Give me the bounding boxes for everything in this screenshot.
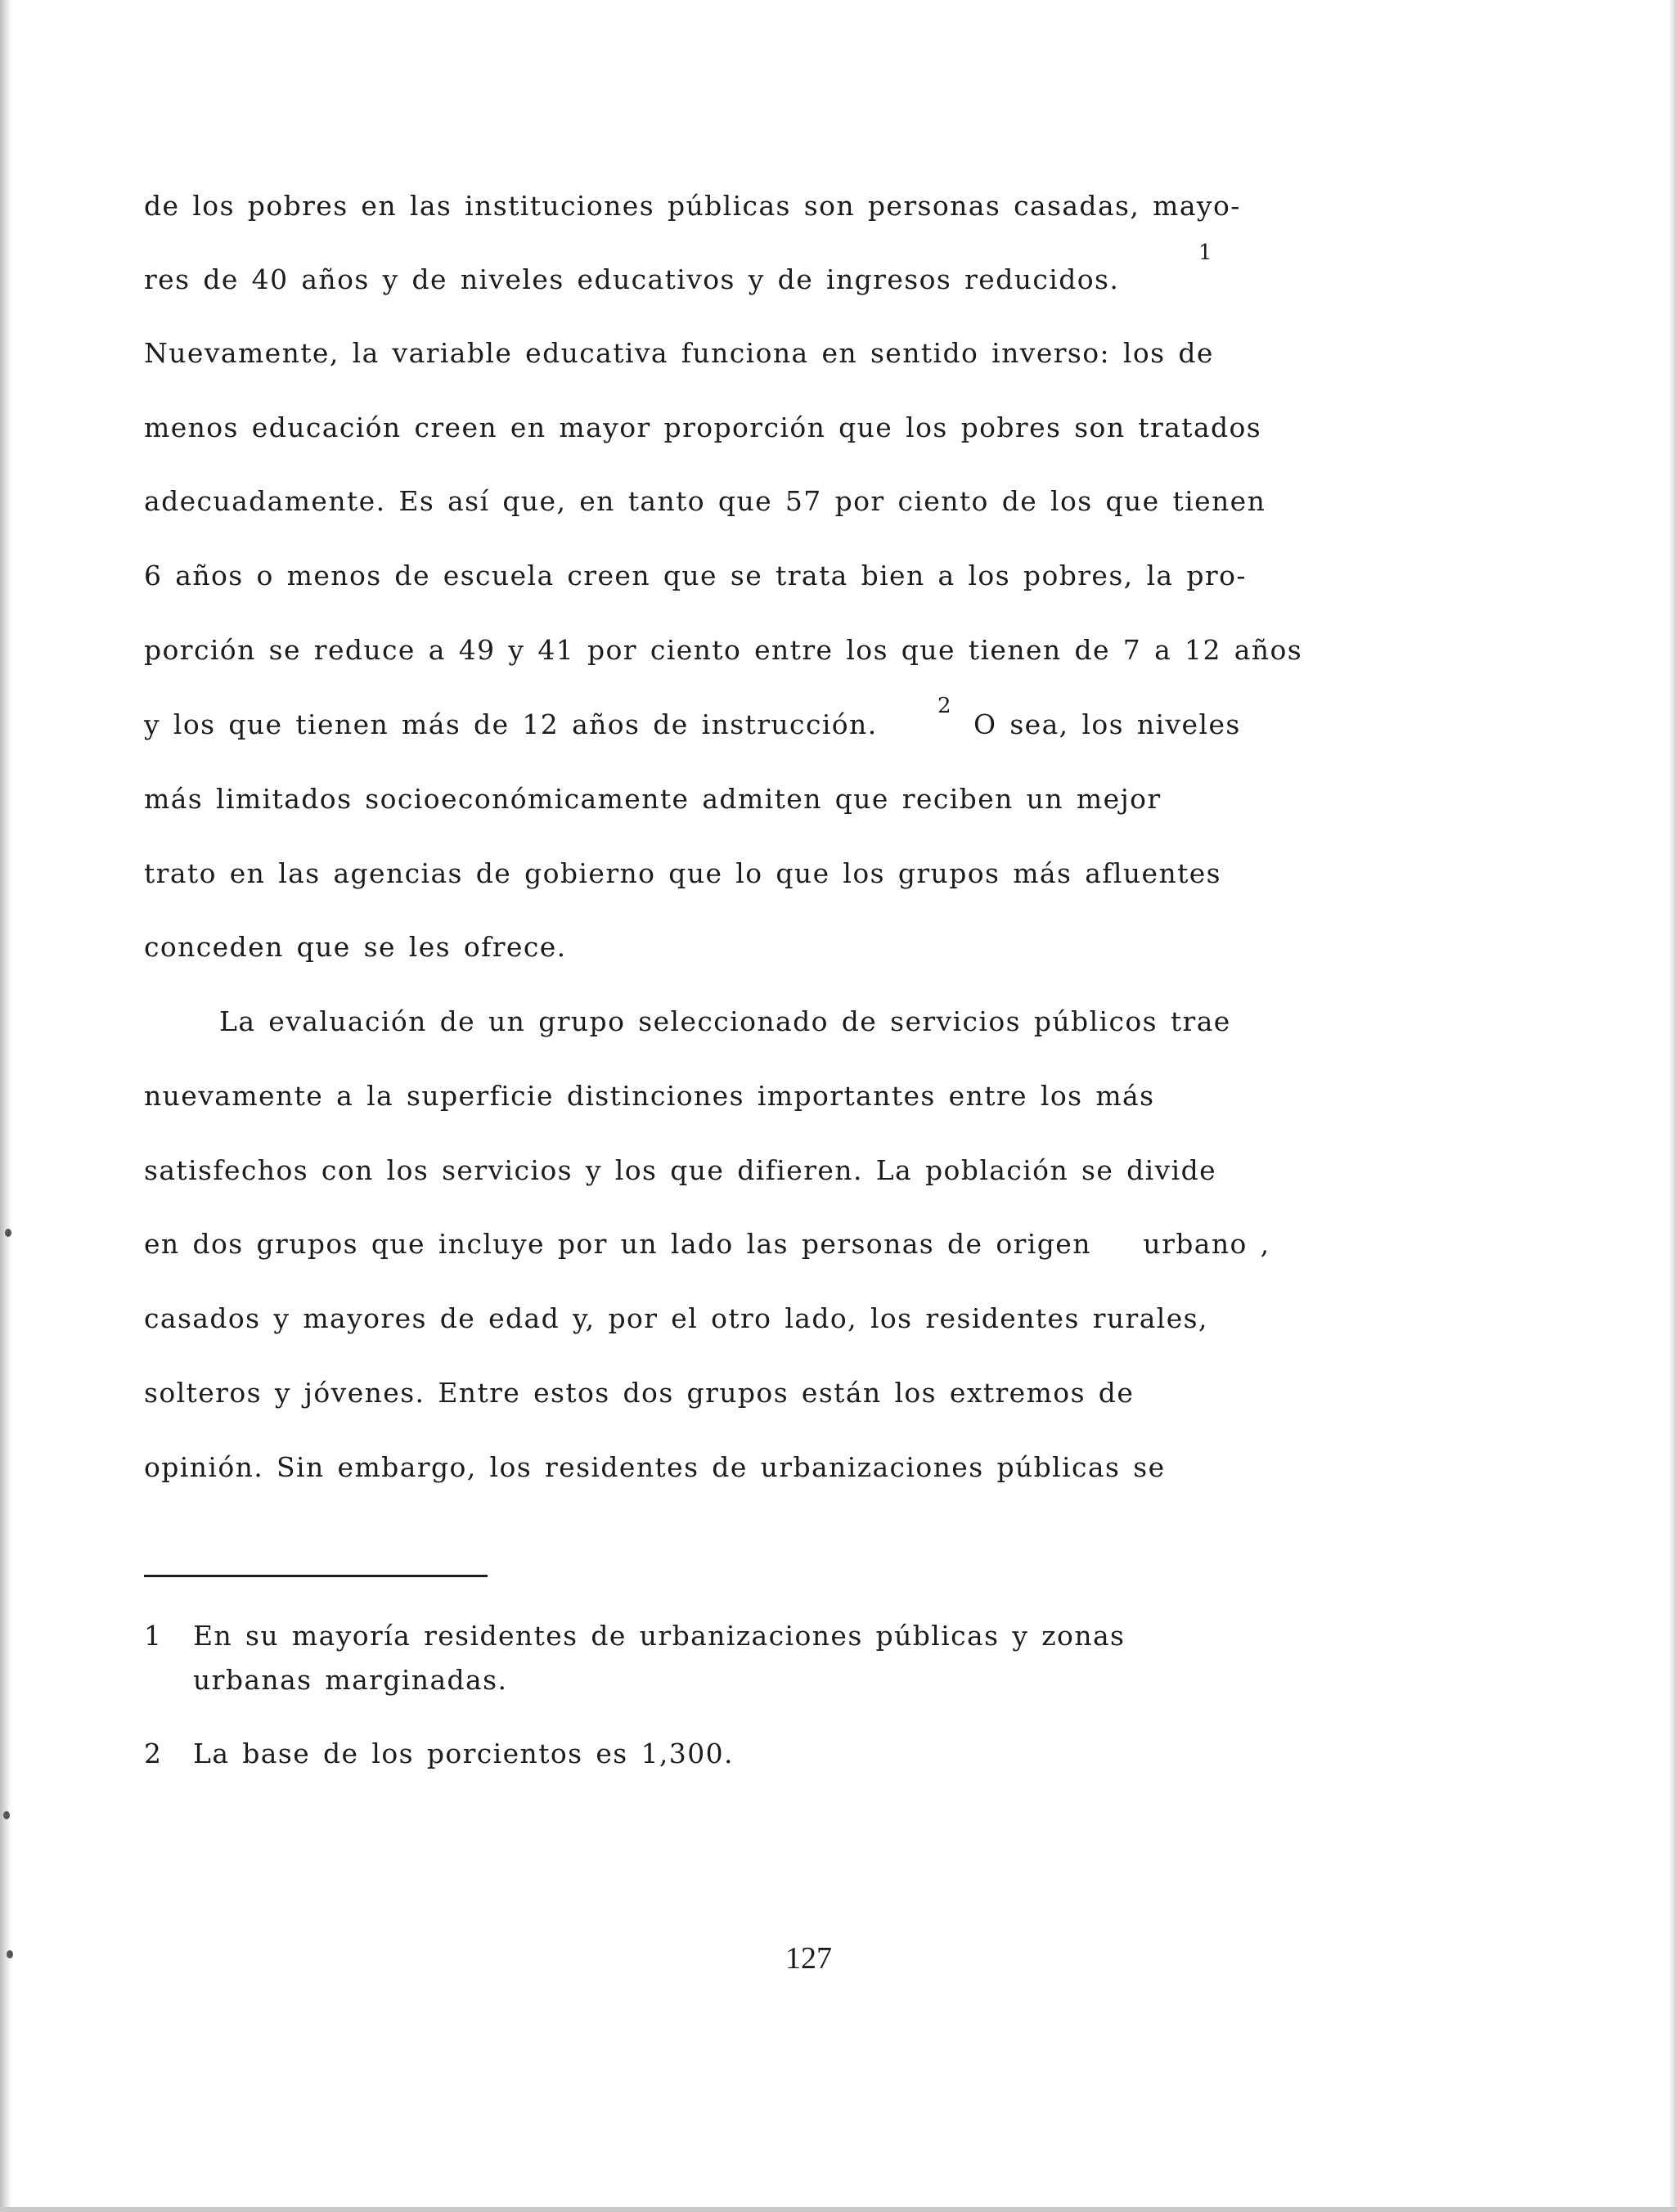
scan-speck [3, 1811, 10, 1819]
body-line-14: satisfechos con los servicios y los que difieren. La población se divide [144, 1154, 1217, 1186]
body-line-3: Nuevamente, la variable educativa funciona en sentido inverso: los de [144, 337, 1214, 369]
body-line-6: 6 años o menos de escuela creen que se trata bien a los pobres, la pro- [144, 560, 1247, 591]
footnote-1-line-1: En su mayoría residentes de urbanizaciones públicas y zonas [193, 1620, 1126, 1652]
footnote-separator [144, 1575, 488, 1577]
footnote-1-number: 1 [144, 1620, 161, 1652]
body-line-8: y los que tienen más de 12 años de instrucción. [144, 708, 878, 740]
body-line-11: conceden que se les ofrece. [144, 931, 567, 963]
body-line-8-continued: O sea, los niveles [973, 708, 1241, 740]
footnote-ref-1: 1 [1198, 241, 1212, 265]
scan-right-edge [1669, 0, 1677, 2212]
scan-speck [5, 1229, 11, 1237]
scan-speck [7, 1950, 13, 1958]
scan-left-edge [0, 0, 11, 2212]
footnote-2-number: 2 [144, 1738, 161, 1769]
footnote-2-line-1: La base de los porcientos es 1,300. [193, 1738, 734, 1769]
body-line-1: de los pobres en las instituciones públicas son personas casadas, mayo- [144, 190, 1241, 222]
footnote-ref-2: 2 [937, 694, 951, 718]
footnote-1-line-2: urbanas marginadas. [193, 1664, 508, 1696]
body-line-10: trato en las agencias de gobierno que lo que los grupos más afluentes [144, 857, 1222, 889]
body-line-9: más limitados socioeconómicamente admiten que reciben un mejor [144, 783, 1162, 815]
body-line-2: res de 40 años y de niveles educativos y de ingresos reducidos. [144, 263, 1120, 295]
paragraph-2-first-line: La evaluación de un grupo seleccionado de servicios públicos trae [219, 1005, 1231, 1037]
body-line-5: adecuadamente. Es así que, en tanto que 57 por ciento de los que tienen [144, 485, 1266, 517]
body-line-4: menos educación creen en mayor proporción que los pobres son tratados [144, 411, 1262, 443]
body-line-16: casados y mayores de edad y, por el otro lado, los residentes rurales, [144, 1302, 1208, 1334]
body-line-7: porción se reduce a 49 y 41 por ciento entre los que tienen de 7 a 12 años [144, 634, 1303, 666]
scan-bottom-edge [0, 2207, 1677, 2212]
body-line-18: opinión. Sin embargo, los residentes de urbanizaciones públicas se [144, 1451, 1166, 1483]
body-line-17: solteros y jóvenes. Entre estos dos grupos están los extremos de [144, 1377, 1135, 1409]
page-number: 127 [785, 1941, 832, 1976]
body-line-15: en dos grupos que incluye por un lado las personas de origen urbano , [144, 1228, 1270, 1260]
body-line-13: nuevamente a la superficie distinciones importantes entre los más [144, 1080, 1155, 1112]
